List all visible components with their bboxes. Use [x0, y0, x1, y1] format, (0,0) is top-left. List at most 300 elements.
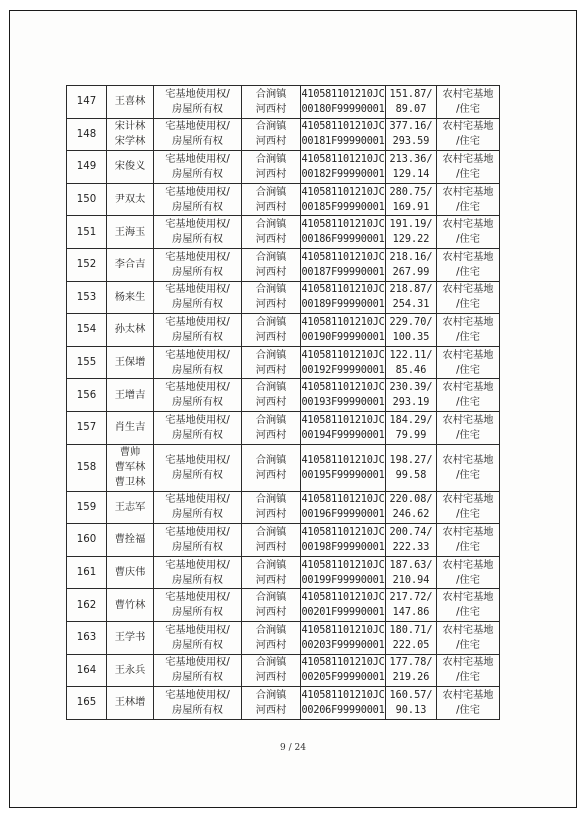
location-cell: [242, 379, 301, 412]
location-cell: [242, 654, 301, 687]
unit-code-cell: [301, 151, 386, 184]
location-cell: [242, 491, 301, 524]
usage-line: 农村宅基地: [442, 121, 494, 133]
row-number-cell: 159: [67, 491, 107, 524]
right-type-cell: [154, 216, 242, 249]
location-line: 河西村: [255, 331, 287, 343]
owner-name-line: 王增吉: [114, 389, 146, 401]
location-cell: [242, 556, 301, 589]
area-line: 89.07: [395, 103, 427, 115]
right-type-line: 宅基地使用权/: [165, 121, 230, 133]
right-type-line: 宅基地使用权/: [165, 88, 230, 100]
right-type-line: 房屋所有权: [172, 299, 223, 311]
right-type-line: 房屋所有权: [172, 704, 223, 716]
usage-cell: [437, 379, 500, 412]
location-cell: [242, 589, 301, 622]
area-line: 129.14: [392, 168, 430, 180]
location-line: 合涧镇: [255, 592, 287, 604]
unit-code-line: 00181F99990001: [301, 136, 385, 148]
right-type-line: 宅基地使用权/: [165, 414, 230, 426]
area-line: 246.62: [392, 509, 430, 521]
area-cell: [386, 411, 437, 444]
usage-cell: [437, 151, 500, 184]
unit-code-line: 410581101210JC: [301, 88, 385, 100]
location-line: 合涧镇: [255, 559, 287, 571]
area-cell: [386, 654, 437, 687]
location-line: 合涧镇: [255, 382, 287, 394]
right-type-line: 房屋所有权: [172, 136, 223, 148]
right-type-line: 房屋所有权: [172, 103, 223, 115]
owner-name-line: 王学书: [114, 632, 146, 644]
area-cell: [386, 151, 437, 184]
owner-name-cell: [107, 687, 154, 720]
table-row: [67, 687, 500, 720]
owner-name-line: 王志军: [114, 501, 146, 513]
location-line: 河西村: [255, 201, 287, 213]
right-type-cell: [154, 589, 242, 622]
right-type-line: 宅基地使用权/: [165, 316, 230, 328]
location-line: 合涧镇: [255, 153, 287, 165]
usage-line: /住宅: [456, 607, 480, 619]
right-type-line: 宅基地使用权/: [165, 592, 230, 604]
owner-name-line: 杨来生: [114, 291, 146, 303]
area-line: 129.22: [392, 234, 430, 246]
unit-code-line: 410581101210JC: [301, 121, 385, 133]
location-line: 合涧镇: [255, 657, 287, 669]
usage-cell: [437, 589, 500, 622]
right-type-line: 房屋所有权: [172, 541, 223, 553]
area-cell: [386, 687, 437, 720]
owner-name-cell: [107, 248, 154, 281]
owner-name-line: 肖生吉: [114, 422, 146, 434]
area-line: 99.58: [395, 469, 427, 481]
location-line: 河西村: [255, 509, 287, 521]
area-line: 220.08/: [389, 494, 433, 506]
area-cell: [386, 346, 437, 379]
usage-line: /住宅: [456, 364, 480, 376]
owner-name-cell: [107, 216, 154, 249]
location-cell: [242, 216, 301, 249]
usage-cell: [437, 444, 500, 491]
usage-line: 农村宅基地: [442, 186, 494, 198]
area-line: 218.87/: [389, 284, 433, 296]
right-type-line: 房屋所有权: [172, 266, 223, 278]
unit-code-line: 00201F99990001: [301, 607, 385, 619]
location-line: 合涧镇: [255, 624, 287, 636]
location-cell: [242, 151, 301, 184]
area-line: 280.75/: [389, 186, 433, 198]
unit-code-line: 00205F99990001: [301, 672, 385, 684]
usage-line: /住宅: [456, 168, 480, 180]
right-type-line: 房屋所有权: [172, 574, 223, 586]
location-line: 合涧镇: [255, 251, 287, 263]
location-line: 河西村: [255, 136, 287, 148]
unit-code-line: 00189F99990001: [301, 299, 385, 311]
right-type-line: 宅基地使用权/: [165, 454, 230, 466]
unit-code-cell: [301, 524, 386, 557]
right-type-line: 房屋所有权: [172, 469, 223, 481]
location-line: 河西村: [255, 469, 287, 481]
owner-name-line: 王海玉: [114, 226, 146, 238]
area-line: 198.27/: [389, 454, 433, 466]
location-cell: [242, 118, 301, 151]
location-cell: [242, 86, 301, 119]
right-type-cell: [154, 346, 242, 379]
location-line: 合涧镇: [255, 414, 287, 426]
unit-code-line: 00180F99990001: [301, 103, 385, 115]
usage-line: /住宅: [456, 201, 480, 213]
usage-line: 农村宅基地: [442, 592, 494, 604]
land-right-register-table: [66, 85, 500, 720]
unit-code-line: 00196F99990001: [301, 509, 385, 521]
row-number-cell: 164: [67, 654, 107, 687]
right-type-line: 房屋所有权: [172, 234, 223, 246]
owner-name-cell: [107, 183, 154, 216]
row-number-cell: 160: [67, 524, 107, 557]
table-row: [67, 621, 500, 654]
usage-line: 农村宅基地: [442, 316, 494, 328]
area-cell: [386, 248, 437, 281]
right-type-line: 房屋所有权: [172, 168, 223, 180]
unit-code-line: 00206F99990001: [301, 704, 385, 716]
unit-code-line: 00192F99990001: [301, 364, 385, 376]
location-cell: [242, 314, 301, 347]
unit-code-line: 00203F99990001: [301, 639, 385, 651]
area-line: 180.71/: [389, 624, 433, 636]
location-line: 合涧镇: [255, 689, 287, 701]
usage-cell: [437, 248, 500, 281]
usage-line: /住宅: [456, 103, 480, 115]
location-line: 河西村: [255, 607, 287, 619]
unit-code-line: 00186F99990001: [301, 234, 385, 246]
row-number-cell: 161: [67, 556, 107, 589]
table-row: [67, 411, 500, 444]
usage-line: /住宅: [456, 639, 480, 651]
table-row: [67, 654, 500, 687]
row-number-cell: 155: [67, 346, 107, 379]
right-type-line: 宅基地使用权/: [165, 526, 230, 538]
owner-name-line: 曹卫林: [114, 477, 146, 489]
table-row: [67, 151, 500, 184]
unit-code-cell: [301, 346, 386, 379]
usage-line: 农村宅基地: [442, 454, 494, 466]
location-line: 河西村: [255, 704, 287, 716]
right-type-cell: [154, 183, 242, 216]
owner-name-cell: [107, 589, 154, 622]
right-type-line: 房屋所有权: [172, 639, 223, 651]
usage-line: 农村宅基地: [442, 494, 494, 506]
table-row: [67, 86, 500, 119]
location-line: 河西村: [255, 234, 287, 246]
usage-line: /住宅: [456, 331, 480, 343]
owner-name-line: 王喜林: [114, 96, 146, 108]
unit-code-line: 410581101210JC: [301, 657, 385, 669]
row-number-cell: 154: [67, 314, 107, 347]
location-line: 河西村: [255, 299, 287, 311]
area-line: 229.70/: [389, 316, 433, 328]
unit-code-line: 00198F99990001: [301, 541, 385, 553]
right-type-cell: [154, 491, 242, 524]
usage-cell: [437, 314, 500, 347]
unit-code-line: 410581101210JC: [301, 251, 385, 263]
row-number-cell: 150: [67, 183, 107, 216]
location-cell: [242, 281, 301, 314]
right-type-cell: [154, 281, 242, 314]
usage-cell: [437, 556, 500, 589]
owner-name-cell: [107, 621, 154, 654]
usage-line: 农村宅基地: [442, 689, 494, 701]
unit-code-line: 410581101210JC: [301, 414, 385, 426]
location-line: 合涧镇: [255, 284, 287, 296]
location-line: 河西村: [255, 639, 287, 651]
unit-code-line: 410581101210JC: [301, 689, 385, 701]
area-line: 85.46: [395, 364, 427, 376]
unit-code-cell: [301, 379, 386, 412]
location-cell: [242, 346, 301, 379]
row-number-cell: 157: [67, 411, 107, 444]
row-number-cell: 147: [67, 86, 107, 119]
area-cell: [386, 216, 437, 249]
location-line: 河西村: [255, 574, 287, 586]
owner-name-cell: [107, 556, 154, 589]
area-cell: [386, 491, 437, 524]
area-cell: [386, 589, 437, 622]
owner-name-line: 宋俊义: [114, 161, 146, 173]
unit-code-cell: [301, 556, 386, 589]
usage-line: 农村宅基地: [442, 251, 494, 263]
table-row: [67, 248, 500, 281]
usage-line: /住宅: [456, 704, 480, 716]
usage-line: 农村宅基地: [442, 88, 494, 100]
unit-code-line: 410581101210JC: [301, 592, 385, 604]
unit-code-line: 410581101210JC: [301, 494, 385, 506]
usage-line: /住宅: [456, 672, 480, 684]
location-cell: [242, 621, 301, 654]
location-cell: [242, 524, 301, 557]
right-type-line: 宅基地使用权/: [165, 382, 230, 394]
area-cell: [386, 444, 437, 491]
owner-name-cell: [107, 411, 154, 444]
unit-code-line: 410581101210JC: [301, 284, 385, 296]
unit-code-cell: [301, 621, 386, 654]
area-cell: [386, 621, 437, 654]
usage-line: /住宅: [456, 574, 480, 586]
row-number-cell: 165: [67, 687, 107, 720]
usage-cell: [437, 346, 500, 379]
right-type-line: 房屋所有权: [172, 607, 223, 619]
unit-code-line: 00194F99990001: [301, 429, 385, 441]
usage-cell: [437, 411, 500, 444]
unit-code-cell: [301, 491, 386, 524]
right-type-line: 宅基地使用权/: [165, 349, 230, 361]
location-line: 合涧镇: [255, 88, 287, 100]
usage-line: 农村宅基地: [442, 414, 494, 426]
unit-code-line: 410581101210JC: [301, 624, 385, 636]
usage-line: /住宅: [456, 541, 480, 553]
table-row: [67, 556, 500, 589]
usage-line: 农村宅基地: [442, 382, 494, 394]
table-row: [67, 346, 500, 379]
right-type-cell: [154, 151, 242, 184]
usage-line: 农村宅基地: [442, 624, 494, 636]
unit-code-line: 410581101210JC: [301, 559, 385, 571]
unit-code-cell: [301, 281, 386, 314]
area-line: 151.87/: [389, 88, 433, 100]
usage-cell: [437, 216, 500, 249]
right-type-line: 宅基地使用权/: [165, 494, 230, 506]
right-type-cell: [154, 444, 242, 491]
row-number-cell: 153: [67, 281, 107, 314]
owner-name-cell: [107, 444, 154, 491]
unit-code-cell: [301, 216, 386, 249]
unit-code-line: 410581101210JC: [301, 219, 385, 231]
location-line: 河西村: [255, 266, 287, 278]
area-line: 122.11/: [389, 349, 433, 361]
owner-name-line: 曹竹林: [114, 599, 146, 611]
row-number-cell: 163: [67, 621, 107, 654]
area-line: 187.63/: [389, 559, 433, 571]
owner-name-cell: [107, 118, 154, 151]
area-line: 217.72/: [389, 592, 433, 604]
row-number-cell: 162: [67, 589, 107, 622]
area-line: 293.59: [392, 136, 430, 148]
location-line: 河西村: [255, 397, 287, 409]
owner-name-line: 王保增: [114, 357, 146, 369]
table-row: [67, 491, 500, 524]
owner-name-cell: [107, 491, 154, 524]
owner-name-line: 宋学林: [114, 136, 146, 148]
usage-cell: [437, 281, 500, 314]
owner-name-cell: [107, 346, 154, 379]
area-cell: [386, 281, 437, 314]
area-line: 218.16/: [389, 251, 433, 263]
area-line: 184.29/: [389, 414, 433, 426]
area-line: 222.05: [392, 639, 430, 651]
right-type-line: 宅基地使用权/: [165, 624, 230, 636]
area-cell: [386, 379, 437, 412]
owner-name-line: 曹庆伟: [114, 567, 146, 579]
usage-cell: [437, 524, 500, 557]
unit-code-line: 410581101210JC: [301, 186, 385, 198]
unit-code-line: 410581101210JC: [301, 454, 385, 466]
register-table-body: [67, 86, 500, 720]
right-type-line: 房屋所有权: [172, 364, 223, 376]
right-type-cell: [154, 556, 242, 589]
location-line: 合涧镇: [255, 349, 287, 361]
area-line: 169.91: [392, 201, 430, 213]
area-line: 147.86: [392, 607, 430, 619]
unit-code-cell: [301, 411, 386, 444]
right-type-line: 宅基地使用权/: [165, 284, 230, 296]
unit-code-cell: [301, 687, 386, 720]
right-type-cell: [154, 248, 242, 281]
usage-line: /住宅: [456, 234, 480, 246]
area-line: 213.36/: [389, 153, 433, 165]
unit-code-line: 00182F99990001: [301, 168, 385, 180]
location-line: 河西村: [255, 103, 287, 115]
usage-cell: [437, 86, 500, 119]
location-cell: [242, 687, 301, 720]
location-line: 河西村: [255, 364, 287, 376]
area-line: 293.19: [392, 397, 430, 409]
owner-name-line: 王林增: [114, 697, 146, 709]
table-row: [67, 183, 500, 216]
usage-line: /住宅: [456, 299, 480, 311]
right-type-line: 宅基地使用权/: [165, 219, 230, 231]
area-cell: [386, 314, 437, 347]
unit-code-line: 00187F99990001: [301, 266, 385, 278]
owner-name-cell: [107, 654, 154, 687]
usage-line: 农村宅基地: [442, 657, 494, 669]
usage-cell: [437, 654, 500, 687]
owner-name-cell: [107, 281, 154, 314]
area-line: 200.74/: [389, 526, 433, 538]
location-line: 河西村: [255, 672, 287, 684]
usage-cell: [437, 491, 500, 524]
unit-code-cell: [301, 589, 386, 622]
area-line: 210.94: [392, 574, 430, 586]
table-row: [67, 216, 500, 249]
usage-line: /住宅: [456, 266, 480, 278]
location-line: 合涧镇: [255, 526, 287, 538]
location-line: 合涧镇: [255, 121, 287, 133]
right-type-line: 宅基地使用权/: [165, 689, 230, 701]
right-type-line: 宅基地使用权/: [165, 251, 230, 263]
right-type-cell: [154, 654, 242, 687]
usage-cell: [437, 183, 500, 216]
usage-line: 农村宅基地: [442, 219, 494, 231]
area-line: 254.31: [392, 299, 430, 311]
usage-line: 农村宅基地: [442, 284, 494, 296]
owner-name-line: 王永兵: [114, 664, 146, 676]
location-line: 河西村: [255, 541, 287, 553]
unit-code-line: 00185F99990001: [301, 201, 385, 213]
right-type-cell: [154, 524, 242, 557]
right-type-cell: [154, 621, 242, 654]
owner-name-cell: [107, 314, 154, 347]
unit-code-cell: [301, 86, 386, 119]
location-line: 河西村: [255, 168, 287, 180]
area-line: 79.99: [395, 429, 427, 441]
usage-line: 农村宅基地: [442, 349, 494, 361]
usage-cell: [437, 621, 500, 654]
page-number: 9 / 24: [280, 743, 306, 753]
unit-code-cell: [301, 444, 386, 491]
area-line: 377.16/: [389, 121, 433, 133]
right-type-cell: [154, 379, 242, 412]
area-cell: [386, 556, 437, 589]
owner-name-line: 曹军林: [114, 462, 146, 474]
usage-cell: [437, 118, 500, 151]
area-line: 230.39/: [389, 382, 433, 394]
right-type-line: 房屋所有权: [172, 672, 223, 684]
owner-name-cell: [107, 524, 154, 557]
table-row: [67, 444, 500, 491]
right-type-line: 宅基地使用权/: [165, 559, 230, 571]
owner-name-line: 李合吉: [114, 259, 146, 271]
row-number-cell: 156: [67, 379, 107, 412]
unit-code-line: 00195F99990001: [301, 469, 385, 481]
location-line: 合涧镇: [255, 494, 287, 506]
usage-line: /住宅: [456, 429, 480, 441]
owner-name-line: 曹拴福: [114, 534, 146, 546]
unit-code-line: 00190F99990001: [301, 331, 385, 343]
unit-code-line: 410581101210JC: [301, 316, 385, 328]
area-line: 90.13: [395, 704, 427, 716]
location-cell: [242, 183, 301, 216]
right-type-line: 宅基地使用权/: [165, 186, 230, 198]
location-line: 合涧镇: [255, 186, 287, 198]
